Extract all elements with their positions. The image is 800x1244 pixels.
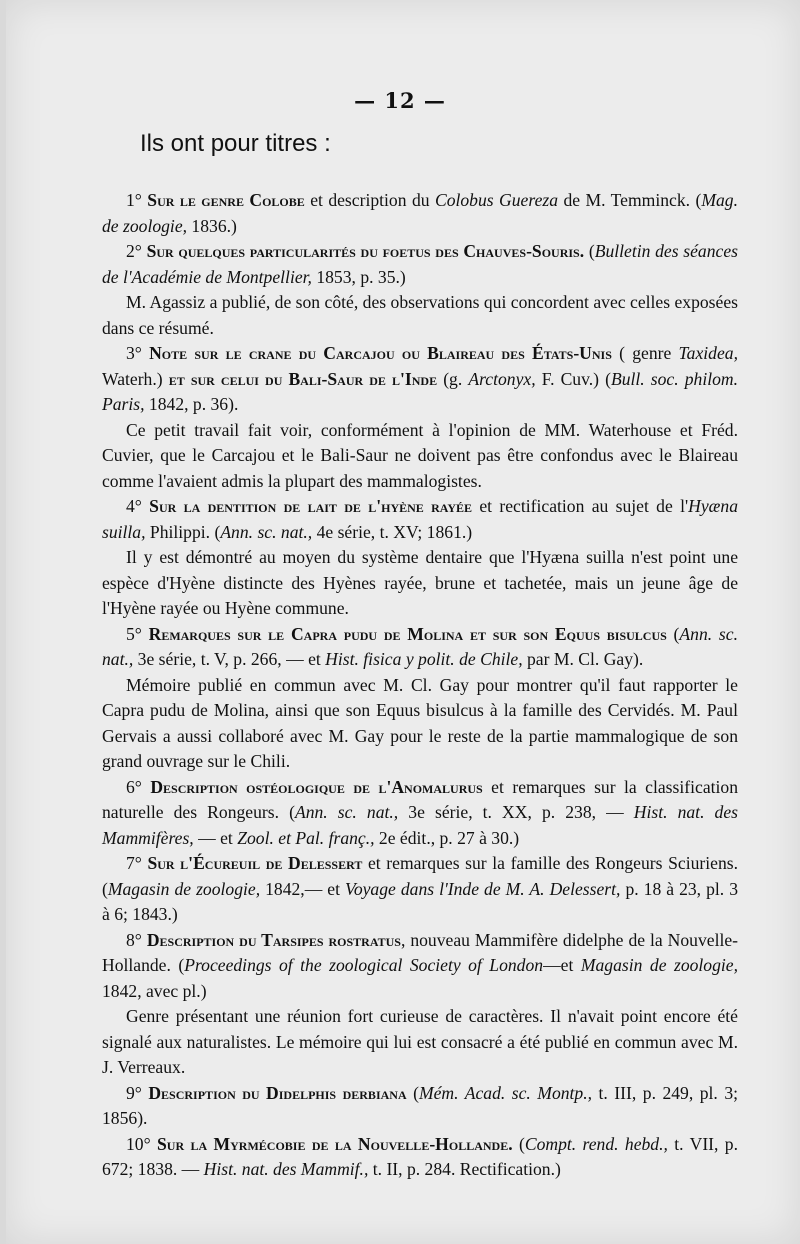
entry-6: 6° Description ostéologique de l'Anomalurus et remarques sur la classification naturelle des Rongeurs. (Ann. sc. nat., 3e série, t. XX, p. 238, — Hist. nat. des Mammifères, — et Zool. et Pal. franç., 2e édit., p. 27 à 30.) <box>102 776 739 848</box>
document-body <box>102 188 738 1183</box>
entry-4: 4° Sur la dentition de lait de l'hyène rayée et rectification au sujet de l'Hyæna suilla, Philippi. (Ann. sc. nat., 4e série, t. XV; 1861.) <box>102 496 738 542</box>
note-paragraph: Il y est démontré au moyen du système dentaire que l'Hyæna suilla n'est point une espèce d'Hyène distincte des Hyènes rayée, brune et tachetée, mais un jeune âge de l'Hyène rayée ou Hyène commune. <box>102 547 738 618</box>
note-paragraph: Ce petit travail fait voir, conformément à l'opinion de MM. Waterhouse et Fréd. Cuvier, que le Carcajou et le Bali-Saur ne doivent pas être confondus avec le Blaireau comme l'avaient admis la plupart des mammalogistes. <box>102 419 738 491</box>
entry-7: 7° Sur l'Écureuil de Delessert et remarques sur la famille des Rongeurs Sciuriens. (Magasin de zoologie, 1842,— et Voyage dans l'Inde de M. A. Delessert, p. 18 à 23, pl. 3 à 6; 1843.) <box>102 853 738 924</box>
note-paragraph: M. Agassiz a publié, de son côté, des observations qui concordent avec celles exposées dans ce résumé. <box>102 292 738 338</box>
entry-1: 1° Sur le genre Colobe et description du Colobus Guereza de M. Temminck. (Mag. de zoologie, 1836.) <box>102 190 738 236</box>
page-number: — 12 — <box>354 88 446 113</box>
note-paragraph: Genre présentant une réunion fort curieuse de caractères. Il n'avait point encore été signalé aux naturalistes. Le mémoire qui lui est consacré a été publié en commun avec M. J. Verreaux. <box>102 1006 738 1077</box>
entry-9: 9° Description du Didelphis derbiana (Mém. Acad. sc. Montp., t. III, p. 249, pl. 3; 1856). <box>102 1082 738 1128</box>
note-paragraph: Mémoire publié en commun avec M. Cl. Gay pour montrer qu'il faut rapporter le Capra pudu de Molina, ainsi que son Equus bisulcus à la famille des Cervidés. M. Paul Gervais a aussi collaboré avec M. Gay pour le reste de la partie mammalogique de son grand ouvrage sur le Chili. <box>102 674 738 771</box>
entry-2: 2° Sur quelques particularités du foetus des Chauves-Souris. (Bulletin des séances de l'Académie de Montpellier, 1853, p. 35.) <box>102 241 738 287</box>
section-intro: Ils ont pour titres : <box>140 130 331 157</box>
entry-10: 10° Sur la Myrmécobie de la Nouvelle-Hollande. (Compt. rend. hebd., t. VII, p. 672; 1838. — Hist. nat. des Mammif., t. II, p. 284. Rectification.) <box>102 1133 738 1179</box>
entry-5: 5° Remarques sur le Capra pudu de Molina et sur son Equus bisulcus (Ann. sc. nat., 3e série, t. V, p. 266, — et Hist. fisica y polit. de Chile, par M. Cl. Gay). <box>102 623 738 669</box>
entry-8: 8° Description du Tarsipes rostratus, nouveau Mammifère didelphe de la Nouvelle-Hollande. (Proceedings of the zoological Society of London—et Magasin de zoologie, 1842, avec pl.) <box>102 929 739 1001</box>
entry-3: 3° Note sur le crane du Carcajou ou Blaireau des États-Unis ( genre Taxidea, Waterh.) et sur celui du Bali-Saur de l'Inde (g. Arctonyx, F. Cuv.) (Bull. soc. philom. Paris, 1842, p. 36). <box>102 343 738 414</box>
